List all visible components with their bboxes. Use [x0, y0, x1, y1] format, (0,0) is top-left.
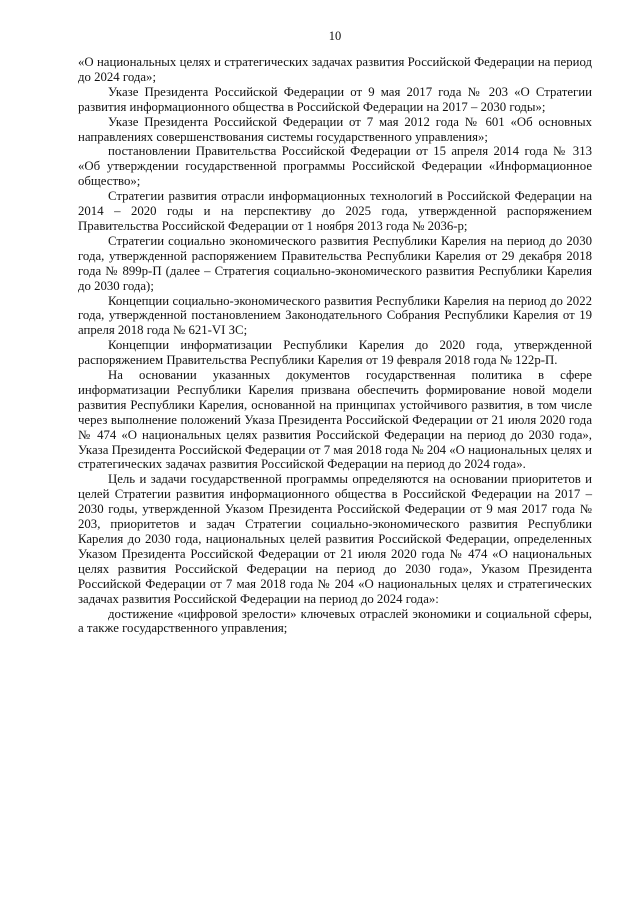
page-number: 10: [328, 29, 342, 43]
paragraph-continuation: «О национальных целях и стратегических задачах развития Российской Федерации на период до 2024 года»;: [78, 55, 592, 84]
paragraph: Стратегии развития отрасли информационных технологий в Российской Федерации на 2014 – 2020 годы и на перспективу до 2025 года, утвержденной распоряжением Правительства Российской Федерации от 1 ноября 2013 года № 2036-р;: [78, 189, 592, 233]
paragraph: Концепции социально-экономического развития Республики Карелия на период до 2022 года, утвержденной постановлением Законодательного Собрания Республики Карелия от 19 апреля 2018 года № 621-VI ЗС;: [78, 293, 592, 338]
paragraph: Стратегии социально экономического развития Республики Карелия на период до 2030 года, утвержденной распоряжением Правительства Республики Карелия от 29 декабря 2018 года № 899р-П (далее – Стратегия социально-экономического развития Республики Карелия до 2030 года);: [78, 233, 592, 293]
document-body: [78, 55, 592, 636]
paragraph: На основании указанных документов государственная политика в сфере информатизации Республики Карелия призвана обеспечить формирование новой модели развития Республики Карелия, основанной на принципах устойчивого развития, в том числе через выполнение положений Указа Президента Российской Федерации от 21 июля 2020 года № 474 «О национальных целях развития Российской Федерации на период до 2030 года», Указа Президента Российской Федерации от 7 мая 2018 года № 204 «О национальных целях и стратегических задачах развития Российской Федерации на период до 2024 года».: [78, 368, 592, 472]
paragraph: Указе Президента Российской Федерации от 7 мая 2012 года № 601 «Об основных направлениях совершенствования системы государственного управления»;: [78, 114, 592, 144]
paragraph: достижение «цифровой зрелости» ключевых отраслей экономики и социальной сферы, а также государственного управления;: [78, 606, 592, 636]
paragraph: Концепции информатизации Республики Карелия до 2020 года, утвержденной распоряжением Правительства Республики Карелия от 19 февраля 2018 года № 122р-П.: [78, 338, 592, 368]
paragraph: Цель и задачи государственной программы определяются на основании приоритетов и целей Стратегии развития информационного общества в Российской Федерации на 2017 – 2030 годы, утвержденной Указом Президента Российской Федерации от 9 мая 2017 года № 203, приоритетов и задач Стратегии социально-экономического развития Республики Карелия до 2030 года, национальных целей развития Российской Федерации, определенных Указом Президента Российской Федерации от 21 июля 2020 года № 474 «О национальных целях развития Российской Федерации на период до 2030 года», Указом Президента Российской Федерации от 7 мая 2018 года № 204 «О национальных целях и стратегических задачах развития Российской Федерации на период до 2024 года»:: [78, 472, 592, 606]
paragraph: постановлении Правительства Российской Федерации от 15 апреля 2014 года № 313 «Об утверждении государственной программы Российской Федерации «Информационное общество»;: [78, 144, 592, 189]
paragraph: Указе Президента Российской Федерации от 9 мая 2017 года № 203 «О Стратегии развития информационного общества в Российской Федерации на 2017 – 2030 годы»;: [78, 84, 592, 114]
